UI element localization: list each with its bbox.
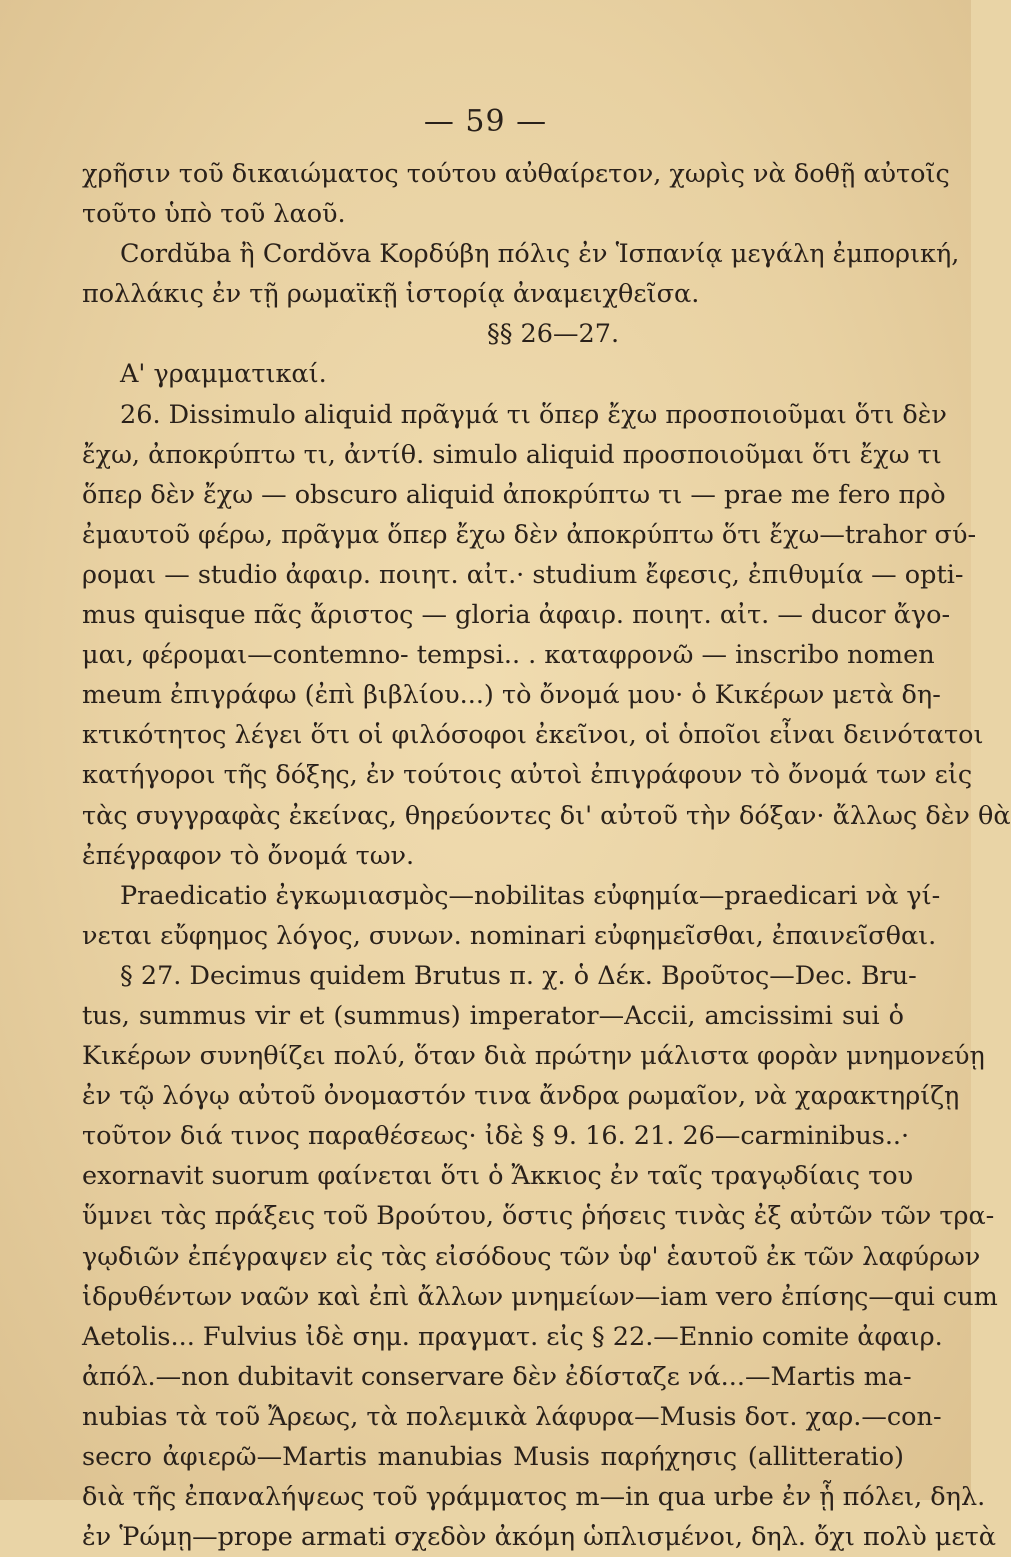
text-line: ρομαι — studio ἀφαιρ. ποιητ. αἰτ.· studium ἔφεσις, ἐπιθυμία — opti- bbox=[82, 559, 964, 590]
text-line: ἐν Ῥώμῃ—prope armati σχεδὸν ἀκόμη ὡπλισμένοι, δηλ. ὄχι πολὺ μετὰ bbox=[82, 1522, 996, 1553]
text-line: Aetolis... Fulvius ἰδὲ σημ. πραγματ. εἰς § 22.—Ennio comite ἀφαιρ. bbox=[82, 1321, 943, 1352]
text-line: Praedicatio ἐγκωμιασμὸς—nobilitas εὐφημία—praedicari νὰ γί- bbox=[120, 880, 941, 911]
text-line: χρῆσιν τοῦ δικαιώματος τούτου αὐθαίρετον, χωρὶς νὰ δοθῇ αὐτοῖς bbox=[82, 159, 950, 189]
subheading: Α' γραμματικαί. bbox=[120, 359, 327, 390]
text-line: § 27. Decimus quidem Brutus π. χ. ὁ Δέκ. Βροῦτος—Dec. Bru- bbox=[120, 960, 917, 991]
text-line: κτικότητος λέγει ὅτι οἱ φιλόσοφοι ἐκεῖνοι, οἱ ὁποῖοι εἶναι δεινότατοι bbox=[82, 720, 984, 751]
text-line: secro ἀφιερῶ—Martis manubias Musis παρήχησις (allitteratio) bbox=[82, 1442, 904, 1472]
page-text bbox=[82, 154, 1011, 1557]
text-line: meum ἐπιγράφω (ἐπὶ βιβλίου...) τὸ ὄνομά μου· ὁ Κικέρων μετὰ δη- bbox=[82, 680, 941, 711]
text-line: γῳδιῶν ἐπέγραψεν εἰς τὰς εἰσόδους τῶν ὑφ' ἑαυτοῦ ἐκ τῶν λαφύρων bbox=[82, 1241, 981, 1272]
text-line: 26. Dissimulo aliquid πρᾶγμά τι ὅπερ ἔχω προσποιοῦμαι ὅτι δὲν bbox=[120, 399, 947, 430]
text-line: τοῦτο ὑπὸ τοῦ λαοῦ. bbox=[82, 199, 346, 230]
text-line: mus quisque πᾶς ἄριστος — gloria ἀφαιρ. ποιητ. αἰτ. — ducor ἄγο- bbox=[82, 600, 951, 631]
section-heading: §§ 26—27. bbox=[486, 319, 620, 350]
text-line: Κικέρων συνηθίζει πολύ, ὅταν διὰ πρώτην μάλιστα φορὰν μνημονεύῃ bbox=[82, 1041, 985, 1072]
text-line: ἐπέγραφον τὸ ὄνομά των. bbox=[82, 840, 415, 871]
text-line: πολλάκις ἐν τῇ ρωμαϊκῇ ἱστορίᾳ ἀναμειχθεῖσα. bbox=[82, 279, 700, 310]
text-line: κατήγοροι τῆς δόξης, ἐν τούτοις αὐτοὶ ἐπιγράφουν τὸ ὄνομά των εἰς bbox=[82, 760, 973, 791]
text-line: ἐν τῷ λόγῳ αὐτοῦ ὀνομαστόν τινα ἄνδρα ρωμαῖον, νὰ χαρακτηρίζῃ bbox=[82, 1081, 960, 1112]
text-line: ἐμαυτοῦ φέρω, πρᾶγμα ὅπερ ἔχω δὲν ἀποκρύπτω ὅτι ἔχω—trahor σύ- bbox=[82, 519, 977, 550]
text-line: μαι, φέρομαι—contemno- tempsi.. . καταφρονῶ — inscribo nomen bbox=[82, 640, 935, 671]
text-line: ἔχω, ἀποκρύπτω τι, ἀντίθ. simulo aliquid προσποιοῦμαι ὅτι ἔχω τι bbox=[82, 439, 942, 470]
text-line: nubias τὰ τοῦ Ἄρεως, τὰ πολεμικὰ λάφυρα—Musis δοτ. χαρ.—con- bbox=[82, 1401, 942, 1432]
text-line: ἱδρυθέντων ναῶν καὶ ἐπὶ ἄλλων μνημείων—iam vero ἐπίσης—qui cum bbox=[82, 1281, 998, 1312]
text-line: Cordŭba ἢ Cordŏva Κορδύβη πόλις ἐν Ἱσπανίᾳ μεγάλη ἐμπορική, bbox=[120, 239, 960, 270]
text-line: ἀπόλ.—non dubitavit conservare δὲν ἐδίσταζε νά...—Martis ma- bbox=[82, 1361, 912, 1392]
text-line: exornavit suorum φαίνεται ὅτι ὁ Ἄκκιος ἐν ταῖς τραγῳδίαις του bbox=[82, 1161, 914, 1192]
text-line: tus, summus vir et (summus) imperator—Accii, amcissimi sui ὁ bbox=[82, 1000, 904, 1031]
text-line: τοῦτον διά τινος παραθέσεως· ἰδὲ § 9. 16. 21. 26—carminibus..· bbox=[82, 1121, 910, 1152]
text-line: διὰ τῆς ἐπαναλήψεως τοῦ γράμματος m—in qua urbe ἐν ᾗ πόλει, δηλ. bbox=[82, 1482, 986, 1513]
text-line: νεται εὔφημος λόγος, συνων. nominari εὐφημεῖσθαι, ἐπαινεῖσθαι. bbox=[82, 920, 937, 951]
text-line: τὰς συγγραφὰς ἐκείνας, θηρεύοντες δι' αὐτοῦ τὴν δόξαν· ἄλλως δὲν θὰ bbox=[82, 800, 1011, 831]
text-line: ὅπερ δὲν ἔχω — obscuro aliquid ἀποκρύπτω τι — prae me fero πρὸ bbox=[82, 479, 946, 510]
page-number: — 59 — bbox=[423, 104, 548, 139]
text-line: ὕμνει τὰς πράξεις τοῦ Βρούτου, ὅστις ῥήσεις τινὰς ἐξ αὐτῶν τῶν τρα- bbox=[82, 1201, 995, 1232]
